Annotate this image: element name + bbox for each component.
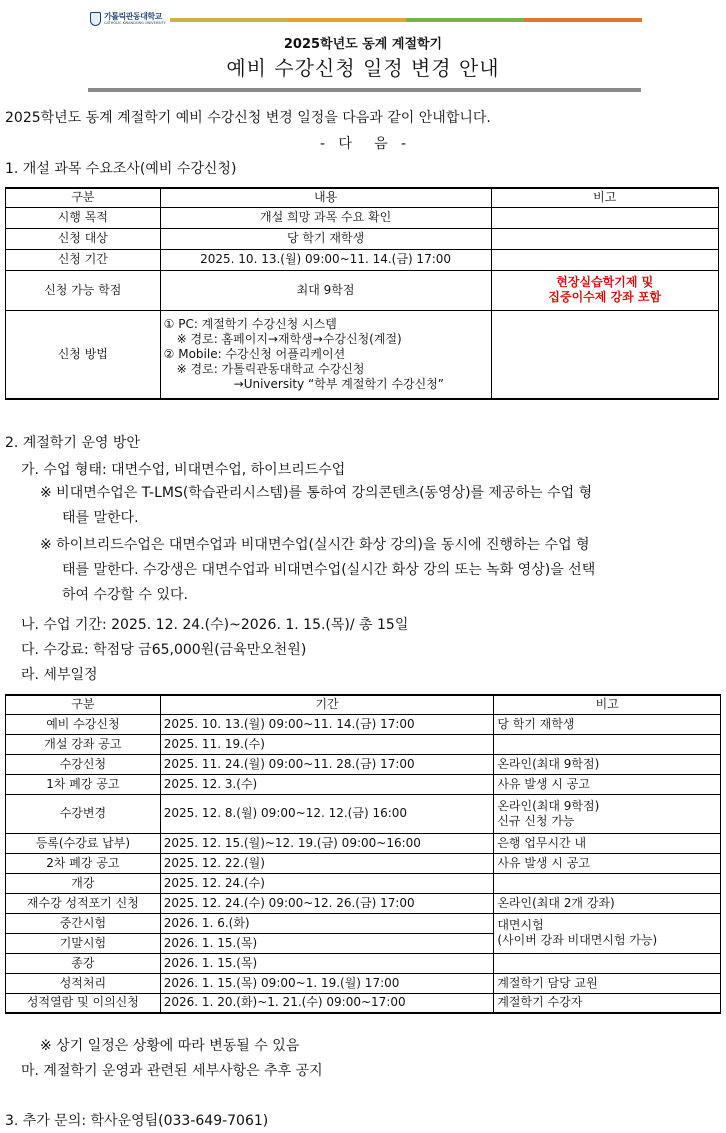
exam-note bbox=[494, 913, 721, 953]
method-line: →University “학부 계절학기 수강신청” bbox=[233, 376, 445, 391]
application-method bbox=[160, 310, 491, 399]
hybrid-class-note bbox=[40, 533, 595, 608]
table-row bbox=[6, 754, 721, 774]
class-format: 가. 수업 형태: 대면수업, 비대면수업, 하이브리드수업 bbox=[21, 462, 346, 478]
online-class-note bbox=[40, 481, 592, 531]
tuition-fee: 다. 수강료: 학점당 금65,000원(금육만오천원) bbox=[21, 642, 307, 658]
table-row bbox=[6, 228, 719, 249]
credit-note-line: 현장실습학기제 및 bbox=[556, 275, 654, 289]
schedule-note: 사유 발생 시 공고 bbox=[494, 774, 721, 794]
column-header: 구분 bbox=[6, 188, 161, 207]
note-line: 하여 수강할 수 있다. bbox=[62, 587, 188, 603]
column-header: 내용 bbox=[160, 188, 491, 207]
table-row bbox=[6, 953, 721, 973]
note-line: 대면시험 bbox=[497, 918, 544, 932]
row-label: 신청 기간 bbox=[6, 249, 161, 270]
row-content: 최대 9학점 bbox=[160, 270, 491, 310]
row-content: 개설 희망 과목 수요 확인 bbox=[160, 207, 491, 228]
row-note bbox=[491, 228, 718, 249]
logo-english-name: CATHOLIC KWANDONG UNIVERSITY bbox=[104, 20, 166, 25]
table-row bbox=[6, 893, 721, 913]
method-line: ※ 경로: 홈페이지→재학생→수강신청(계절) bbox=[176, 331, 402, 346]
schedule-label: 종강 bbox=[6, 953, 161, 973]
color-segment-1 bbox=[170, 18, 288, 22]
note-line: 태를 말한다. bbox=[62, 510, 139, 526]
schedule-label: 재수강 성적포기 신청 bbox=[6, 893, 161, 913]
schedule-footnote: ※ 상기 일정은 상황에 따라 변동될 수 있음 bbox=[40, 1038, 300, 1054]
column-header: 비고 bbox=[494, 695, 721, 714]
schedule-period: 2025. 12. 22.(월) bbox=[160, 853, 494, 873]
table-row bbox=[6, 853, 721, 873]
header-color-bar bbox=[170, 18, 642, 22]
schedule-note: 사유 발생 시 공고 bbox=[494, 853, 721, 873]
column-header: 비고 bbox=[491, 188, 718, 207]
schedule-period: 2026. 1. 6.(화) bbox=[160, 913, 494, 933]
table-header-row bbox=[6, 695, 721, 714]
schedule-note: 온라인(최대 2개 강좌) bbox=[494, 893, 721, 913]
note-line: 신규 신청 가능 bbox=[497, 813, 575, 828]
schedule-note bbox=[494, 734, 721, 754]
logo-name: 가톨릭관동대학교 bbox=[104, 11, 162, 21]
schedule-label: 성적열람 및 이의신청 bbox=[6, 993, 161, 1013]
schedule-note: 계절학기 담당 교원 bbox=[494, 973, 721, 993]
row-label: 시행 목적 bbox=[6, 207, 161, 228]
schedule-period: 2025. 10. 13.(월) 09:00~11. 14.(금) 17:00 bbox=[160, 714, 494, 734]
note-line: ※ 하이브리드수업은 대면수업과 비대면수업(실시간 화상 강의)을 동시에 진행하는 수업 형 bbox=[40, 537, 590, 553]
schedule-period: 2025. 12. 24.(수) bbox=[160, 873, 494, 893]
note-line: ※ 비대면수업은 T-LMS(학습관리시스템)를 통하여 강의콘텐츠(동영상)를 제공하는 수업 형 bbox=[40, 485, 593, 501]
schedule-label: 수강신청 bbox=[6, 754, 161, 774]
schedule-note: 은행 업무시간 내 bbox=[494, 833, 721, 853]
schedule-label: 개설 강좌 공고 bbox=[6, 734, 161, 754]
schedule-period: 2025. 12. 3.(수) bbox=[160, 774, 494, 794]
schedule-label: 기말시험 bbox=[6, 933, 161, 953]
table-row bbox=[6, 794, 721, 833]
schedule-period: 2025. 11. 24.(월) 09:00~11. 28.(금) 17:00 bbox=[160, 754, 494, 774]
note-line: (사이버 강좌 비대면시험 가능) bbox=[497, 933, 658, 947]
section2-heading: 2. 계절학기 운영 방안 bbox=[5, 435, 140, 451]
schedule-period: 2026. 1. 15.(목) bbox=[160, 953, 494, 973]
credit-note bbox=[491, 270, 718, 310]
table-row bbox=[6, 993, 721, 1013]
schedule-label: 2차 폐강 공고 bbox=[6, 853, 161, 873]
schedule-period: 2025. 12. 24.(수) 09:00~12. 26.(금) 17:00 bbox=[160, 893, 494, 913]
row-content: 2025. 10. 13.(월) 09:00~11. 14.(금) 17:00 bbox=[160, 249, 491, 270]
schedule-period: 2026. 1. 15.(목) bbox=[160, 933, 494, 953]
table-row bbox=[6, 833, 721, 853]
schedule-period: 2025. 12. 15.(월)~12. 19.(금) 09:00~16:00 bbox=[160, 833, 494, 853]
row-label: 신청 가능 학점 bbox=[6, 270, 161, 310]
section1-heading: 1. 개설 과목 수요조사(예비 수강신청) bbox=[5, 161, 237, 177]
column-header: 기간 bbox=[160, 695, 494, 714]
method-line: ※ 경로: 가톨릭관동대학교 수강신청 bbox=[176, 361, 365, 376]
schedule-table bbox=[5, 694, 721, 1014]
class-period: 나. 수업 기간: 2025. 12. 24.(수)~2026. 1. 15.(목)/ 총 15일 bbox=[21, 617, 409, 633]
schedule-note bbox=[494, 794, 721, 833]
table-row bbox=[6, 249, 719, 270]
table-row bbox=[6, 873, 721, 893]
document-subtitle: 2025학년도 동계 계절학기 bbox=[283, 37, 443, 52]
schedule-period: 2025. 12. 8.(월) 09:00~12. 12.(금) 16:00 bbox=[160, 794, 494, 833]
schedule-period: 2025. 11. 19.(수) bbox=[160, 734, 494, 754]
row-label: 신청 방법 bbox=[6, 310, 161, 399]
schedule-label: 성적처리 bbox=[6, 973, 161, 993]
table-row bbox=[6, 714, 721, 734]
schedule-label: 1차 폐강 공고 bbox=[6, 774, 161, 794]
table-row bbox=[6, 270, 719, 310]
title-divider bbox=[88, 88, 641, 92]
university-logo bbox=[90, 12, 166, 26]
table-row bbox=[6, 207, 719, 228]
intro-text: 2025학년도 동계 계절학기 예비 수강신청 변경 일정을 다음과 같이 안내합니다. bbox=[5, 110, 491, 126]
schedule-note: 계절학기 수강자 bbox=[494, 993, 721, 1013]
column-header: 구분 bbox=[6, 695, 161, 714]
method-line: ② Mobile: 수강신청 어플리케이션 bbox=[163, 346, 346, 361]
da-eum-marker: - 다 음 - bbox=[319, 136, 407, 152]
row-note bbox=[491, 310, 718, 399]
schedule-note: 온라인(최대 9학점) bbox=[494, 754, 721, 774]
row-label: 신청 대상 bbox=[6, 228, 161, 249]
document-title: 예비 수강신청 일정 변경 안내 bbox=[226, 56, 500, 80]
row-note bbox=[491, 207, 718, 228]
schedule-period: 2026. 1. 20.(화)~1. 21.(수) 09:00~17:00 bbox=[160, 993, 494, 1013]
schedule-note bbox=[494, 953, 721, 973]
schedule-note bbox=[494, 873, 721, 893]
note-line: 온라인(최대 9학점) bbox=[497, 798, 600, 813]
schedule-label: 개강 bbox=[6, 873, 161, 893]
details-notice: 마. 계절학기 운영과 관련된 세부사항은 추후 공지 bbox=[21, 1063, 323, 1079]
table-row bbox=[6, 310, 719, 399]
schedule-label: 중간시험 bbox=[6, 913, 161, 933]
credit-note-line: 집중이수제 강좌 포함 bbox=[548, 290, 662, 304]
table-row bbox=[6, 913, 721, 933]
demand-survey-table bbox=[5, 187, 719, 400]
color-segment-2 bbox=[288, 18, 406, 22]
table-row bbox=[6, 774, 721, 794]
shield-icon bbox=[90, 12, 101, 26]
table-row bbox=[6, 734, 721, 754]
row-note bbox=[491, 249, 718, 270]
schedule-label: 수강변경 bbox=[6, 794, 161, 833]
note-line: 태를 말한다. 수강생은 대면수업과 비대면수업(실시간 화상 강의 또는 녹화 영상)을 선택 bbox=[62, 562, 596, 578]
row-content: 당 학기 재학생 bbox=[160, 228, 491, 249]
method-line: ① PC: 계절학기 수강신청 시스템 bbox=[163, 316, 337, 331]
section3-contact: 3. 추가 문의: 학사운영팀(033-649-7061) bbox=[5, 1113, 269, 1129]
schedule-note: 당 학기 재학생 bbox=[494, 714, 721, 734]
color-segment-3 bbox=[406, 18, 524, 22]
table-row bbox=[6, 973, 721, 993]
schedule-period: 2026. 1. 15.(목) 09:00~1. 19.(월) 17:00 bbox=[160, 973, 494, 993]
schedule-label: 예비 수강신청 bbox=[6, 714, 161, 734]
schedule-label: 등록(수강료 납부) bbox=[6, 833, 161, 853]
schedule-heading: 라. 세부일정 bbox=[21, 667, 98, 683]
color-segment-4 bbox=[524, 18, 642, 22]
table-header-row bbox=[6, 188, 719, 207]
